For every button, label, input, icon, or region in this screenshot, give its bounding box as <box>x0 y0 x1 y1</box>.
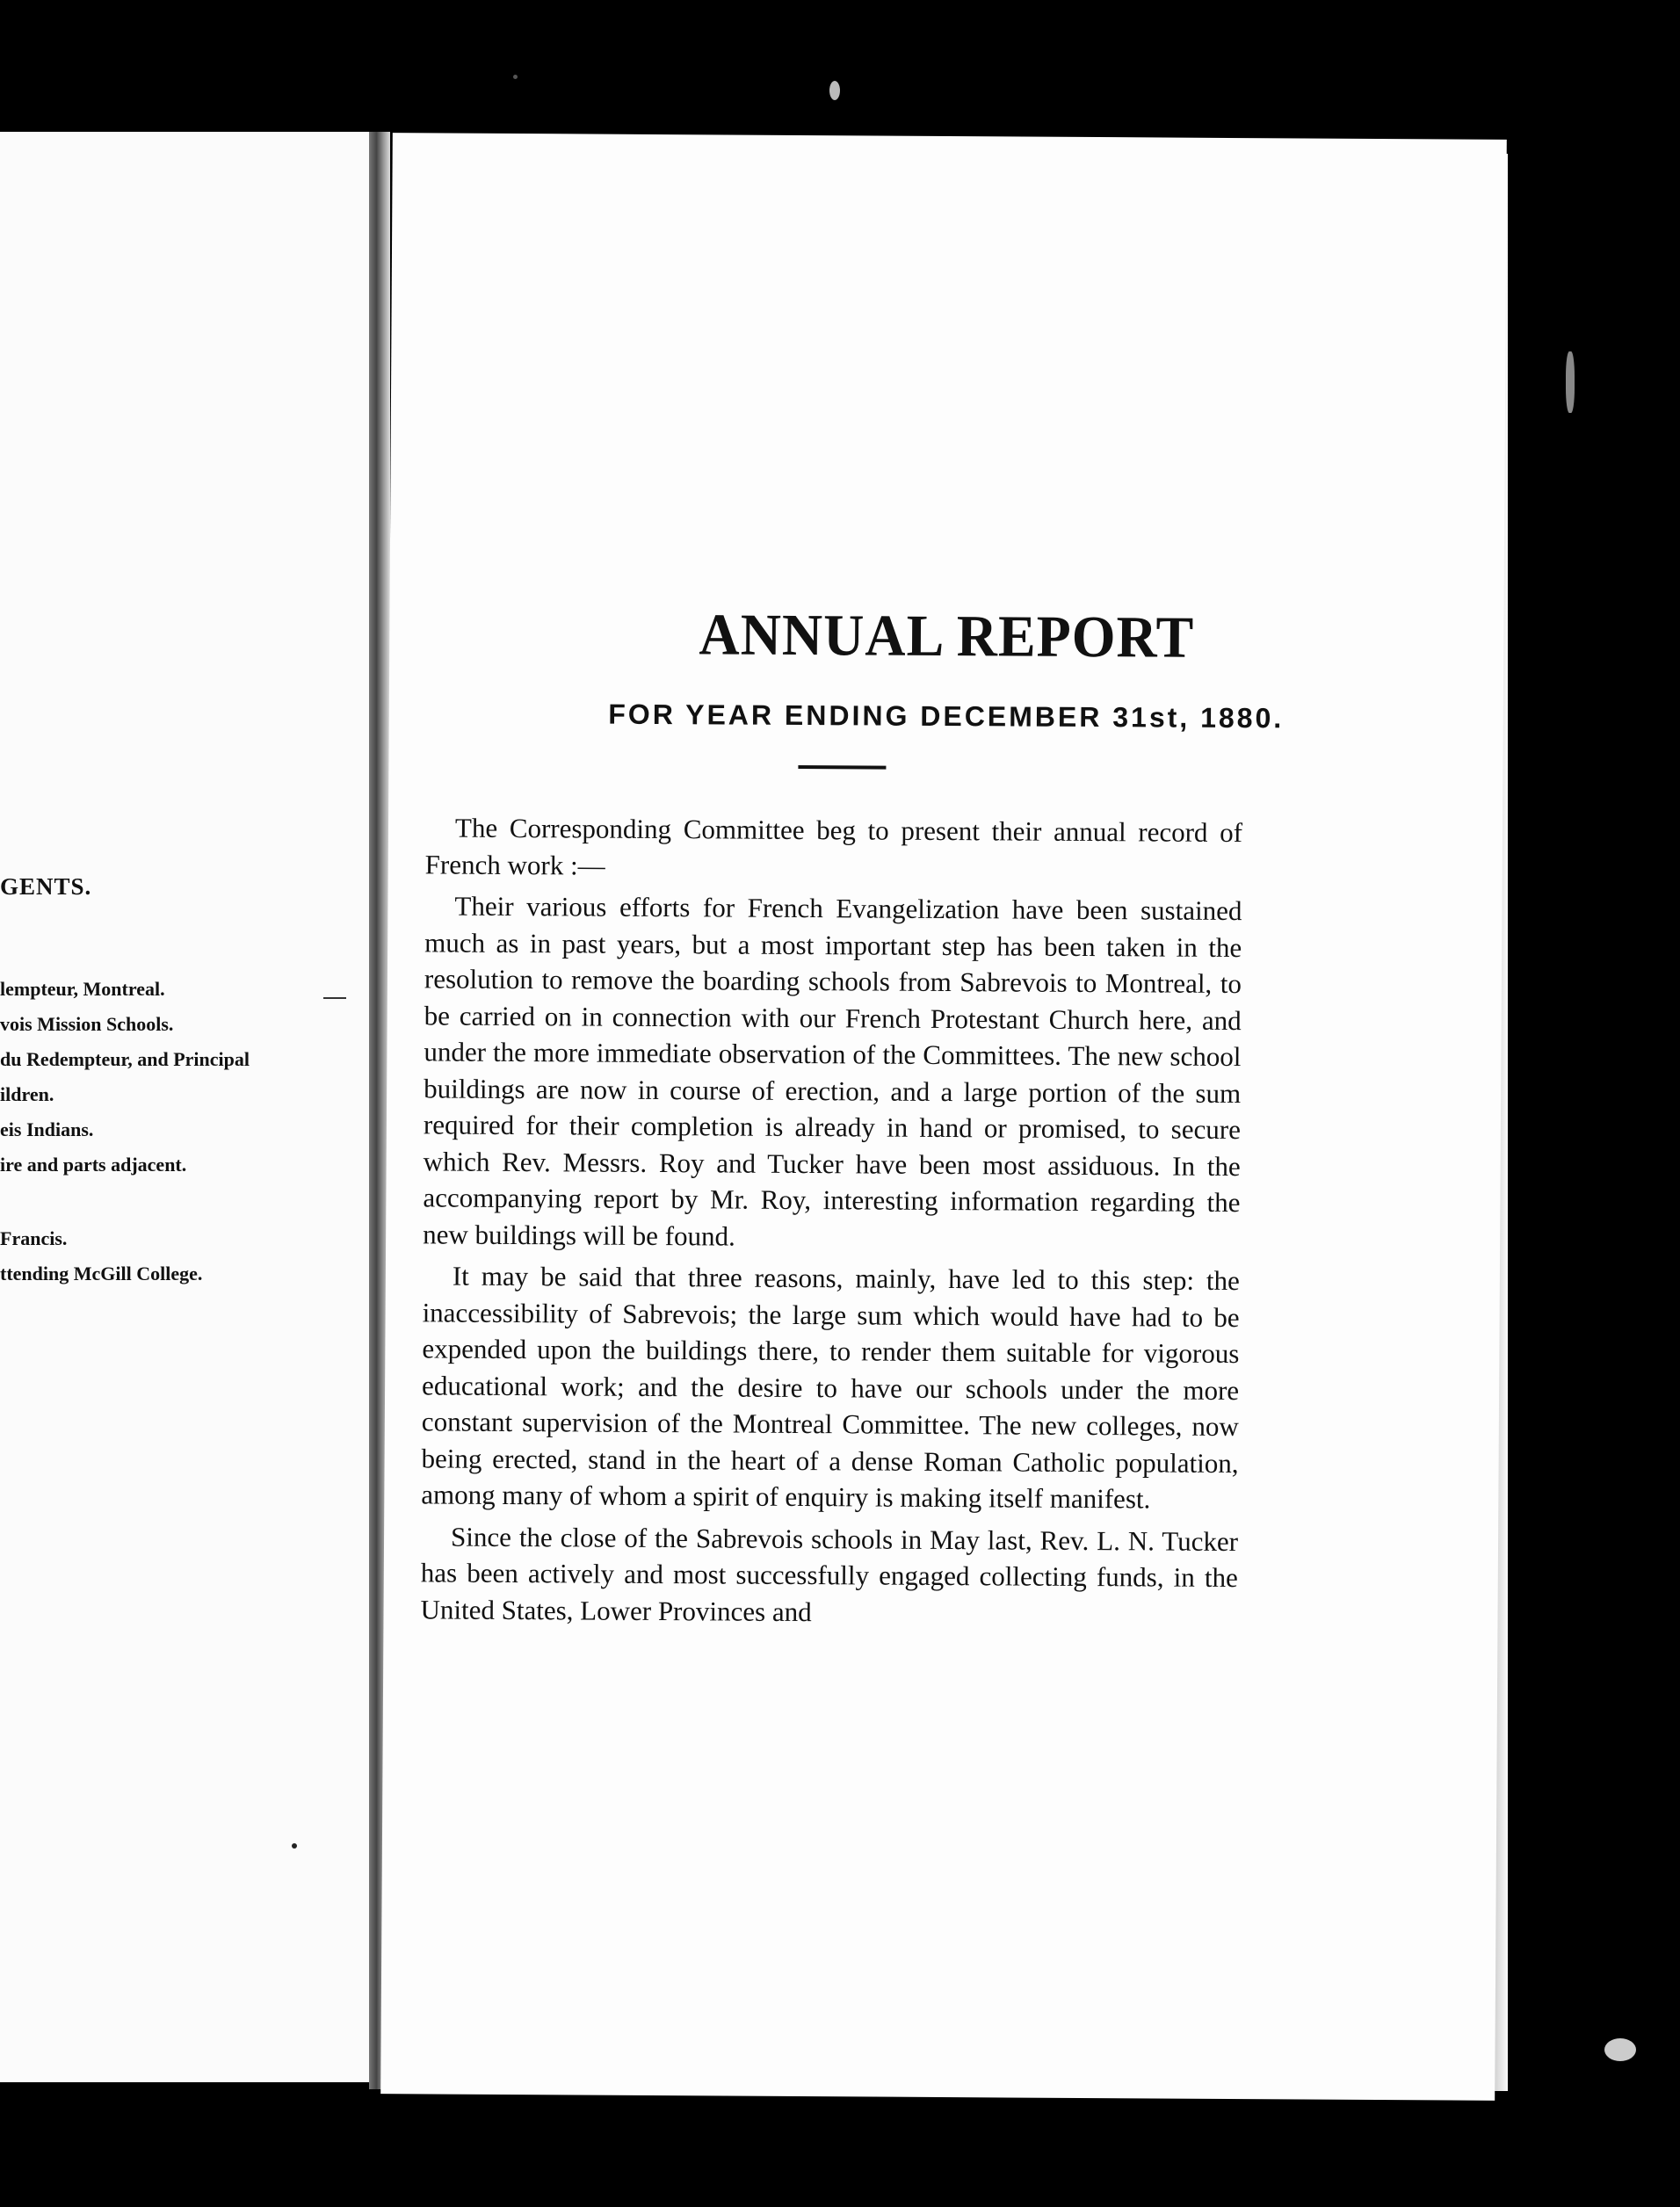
left-page-line: du Redempteur, and Principal <box>0 1048 250 1070</box>
left-page-dot-mark <box>292 1843 297 1849</box>
scan-speck <box>829 81 840 100</box>
report-paragraph: Their various efforts for French Evangelization have been sustained much as in past years, but a most important step has been taken in the resolution to remove the boarding schools from Sabrevois to Montreal, to be carried on in connection with our French Protestant Church here, and under the more immediate observation of the Committees. The new school buildings are now in course of erection, and a large portion of the sum required for their completion is already in hand or promised, to secure which Rev. Messrs. Roy and Tucker have been most assiduous. In the accompanying report by Mr. Roy, interesting information regarding the new buildings will be found. <box>423 890 1242 1252</box>
title-rule <box>798 765 886 770</box>
scan-speck <box>1566 351 1575 413</box>
left-page-line: ire and parts adjacent. <box>0 1154 187 1176</box>
report-title: ANNUAL REPORT <box>699 601 1195 670</box>
left-page-gap <box>0 1183 369 1221</box>
report-paragraph: Since the close of the Sabrevois schools in May last, Rev. L. N. Tucker has been actively and most successfully engaged collecting funds, in the United States, Lower Provinces and <box>420 1521 1239 1627</box>
left-page-dash-mark <box>323 997 346 999</box>
left-page-line: ttending McGill College. <box>0 1263 203 1284</box>
report-paragraph: It may be said that three reasons, mainly, have led to this step: the inaccessibility of Sabrevois; the large sum which would have had to be expended upon the buildings there, to render them suitable for vigorous educational work; and the desire to have our schools under the more constant supervision of the Montreal Committee. The new colleges, now being erected, stand in the heart of a dense Roman Catholic population, among many of whom a spirit of enquiry is making itself manifest. <box>421 1260 1240 1515</box>
report-subtitle: FOR YEAR ENDING DECEMBER 31st, 1880. <box>608 698 1285 734</box>
scan-speck <box>1604 2038 1636 2061</box>
report-page <box>380 133 1507 2101</box>
left-page-line: vois Mission Schools. <box>0 1013 174 1035</box>
left-page-line: eis Indians. <box>0 1118 94 1140</box>
scan-speck <box>513 75 518 79</box>
left-page-line: Francis. <box>0 1227 68 1249</box>
left-page-line: ildren. <box>0 1083 54 1105</box>
left-page-line: lempteur, Montreal. <box>0 978 165 1000</box>
left-facing-page <box>0 132 378 2082</box>
left-page-heading: GENTS. <box>0 873 92 900</box>
report-body <box>420 809 1242 1638</box>
left-page-list <box>0 972 369 1292</box>
report-paragraph: The Corresponding Committee beg to present their annual record of French work :— <box>424 812 1243 881</box>
